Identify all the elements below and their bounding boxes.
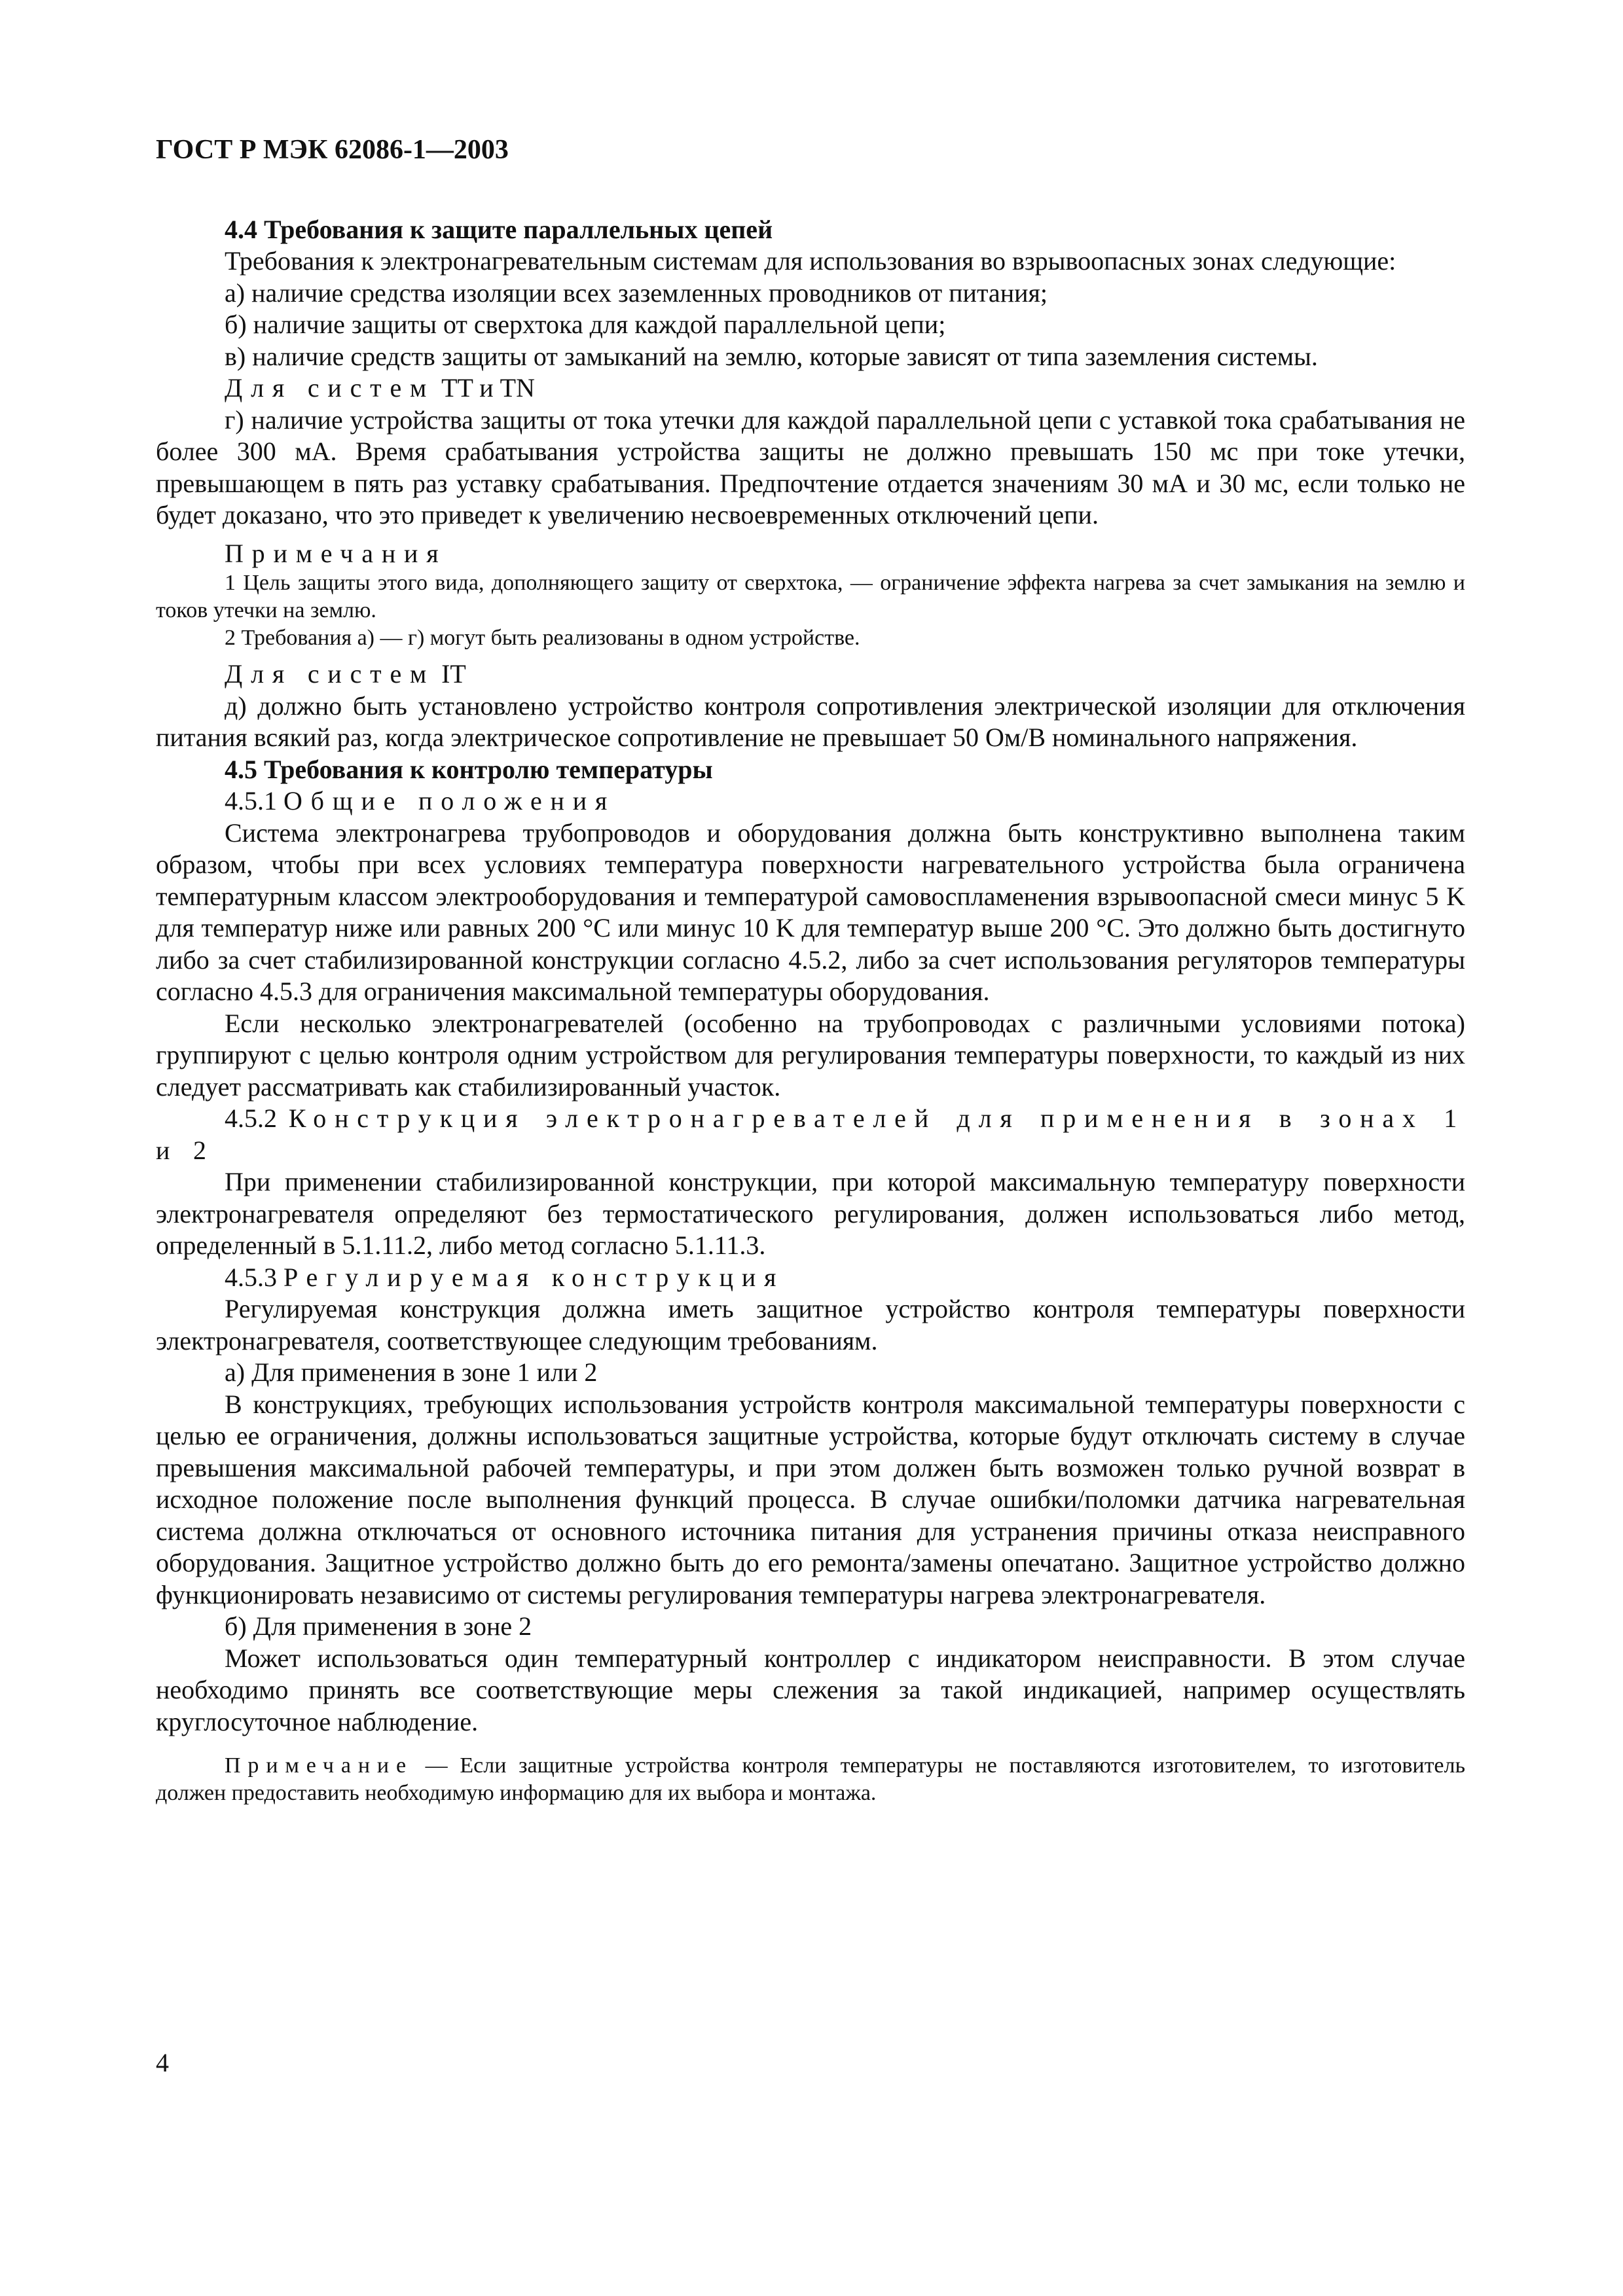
list-item: г) наличие устройства защиты от тока утечки для каждой параллельной цепи с уставкой тока срабатывания не более 300 мА. Время срабатывания устройства защиты не должно превышать 150 мс при токе утечки, превышающем в пять раз уставку срабатывания. Предпочтение отдается значениям 30 мА и 30 мс, если только не будет доказано, что это приведет к увеличению несвоевременных отключений цепи.: [156, 404, 1465, 529]
paragraph: Если несколько электронагревателей (особенно на трубопроводах с различными условиями потока) группируют с целью контроля одним устройством для регулирования температуры поверхности, то каждый из них следует рассматривать как стабилизированный участок.: [156, 1008, 1465, 1102]
subsection-heading: [156, 785, 1465, 817]
section-heading: 4.5 Требования к контролю температуры: [225, 754, 713, 784]
note: 1 Цель защиты этого вида, дополняющего защиту от сверхтока, — ограничение эффекта нагрева за счет замыкания на землю и токов утечки на землю.: [156, 571, 1465, 622]
final-note: [156, 1752, 1465, 1807]
list-item: а) Для применения в зоне 1 или 2: [225, 1357, 598, 1387]
list-item: в) наличие средств защиты от замыканий на землю, которые зависят от типа заземления системы.: [225, 341, 1318, 371]
spaced-text: Общие положения: [283, 786, 616, 816]
spaced-text: Регулируемая конструкция: [283, 1262, 785, 1292]
subsection-heading: [156, 1103, 1465, 1166]
paragraph: Требования к электронагревательным системам для использования во взрывоопасных зонах следующие:: [225, 246, 1396, 276]
note-text: — Если защитные устройства контроля температуры не поставляются изготовителем, то изготовитель должен предоставить необходимую информацию для их выбора и монтажа.: [156, 1753, 1465, 1805]
document-body: [156, 134, 1465, 1807]
paragraph: Система электронагрева трубопроводов и оборудования должна быть конструктивно выполнена таким образом, чтобы при всех условиях температура поверхности нагревательного устройства была ограничена температурным классом электрооборудования и температурой самовоспламенения взрывоопасной смеси минус 5 K для температур ниже или равных 200 °C или минус 10 K для температур выше 200 °C. Это должно быть достигнуто либо за счет стабилизированной конструкции согласно 4.5.2, либо за счет использования регуляторов температуры согласно 4.5.3 для ограничения максимальной температуры оборудования.: [156, 817, 1465, 1006]
document-header: ГОСТ Р МЭК 62086-1—2003: [156, 135, 509, 165]
clause-number: 4.5.1: [225, 786, 277, 816]
notes-heading: Примечания: [225, 538, 447, 568]
spaced-text: Для систем: [225, 373, 435, 403]
spaced-text: Для систем: [225, 659, 435, 689]
note: 2 Требования а) — г) могут быть реализованы в одном устройстве.: [225, 626, 860, 650]
spaced-text: Примечание: [225, 1753, 413, 1778]
paragraph: Регулируемая конструкция должна иметь защитное устройство контроля температуры поверхности электронагревателя, соответствующее следующим требованиям.: [156, 1294, 1465, 1355]
system-type: TT и TN: [441, 373, 535, 403]
clause-number: 4.5.2: [225, 1103, 277, 1133]
paragraph: В конструкциях, требующих использования устройств контроля максимальной температуры поверхности с целью ее ограничения, должны использоваться защитные устройства, которые будут отключать систему в случае превышения максимальной рабочей температуры, и при этом должен быть возможен только ручной возврат в исходное положение после выполнения функций процесса. В случае ошибки/поломки датчика нагревательная система должна отключаться от основного источника питания для устранения причины отказа неисправного оборудования. Защитное устройство должно быть до его ремонта/замены опечатано. Защитное устройство должно функционировать независимо от системы регулирования температуры нагрева электронагревателя.: [156, 1389, 1465, 1609]
spaced-text: Конструкция электронагревателей для применения в зонах 1 и 2: [156, 1103, 1465, 1165]
system-type: IT: [441, 659, 466, 689]
subheading: [156, 658, 1465, 691]
paragraph: Может использоваться один температурный контроллер с индикатором неисправности. В этом случае необходимо принять все соответствующие меры слежения за такой индикацией, например осуществлять круглосуточное наблюдение.: [156, 1643, 1465, 1736]
list-item: а) наличие средства изоляции всех заземленных проводников от питания;: [225, 278, 1048, 308]
clause-number: 4.5.3: [225, 1262, 277, 1292]
subsection-heading: [156, 1262, 1465, 1294]
list-item: д) должно быть установлено устройство контроля сопротивления электрической изоляции для отключения питания всякий раз, когда электрическое сопротивление не превышает 50 Ом/В номинального напряжения.: [156, 691, 1465, 752]
list-item: б) наличие защиты от сверхтока для каждой параллельной цепи;: [225, 310, 946, 339]
subheading: [156, 372, 1465, 404]
list-item: б) Для применения в зоне 2: [225, 1611, 532, 1641]
paragraph: При применении стабилизированной конструкции, при которой максимальную температуру поверхности электронагревателя определяют без термостатического регулирования, должен использоваться либо метод, определенный в 5.1.11.2, либо метод согласно 5.1.11.3.: [156, 1167, 1465, 1260]
section-heading: 4.4 Требования к защите параллельных цепей: [225, 214, 773, 244]
page-number: 4: [156, 2048, 169, 2077]
